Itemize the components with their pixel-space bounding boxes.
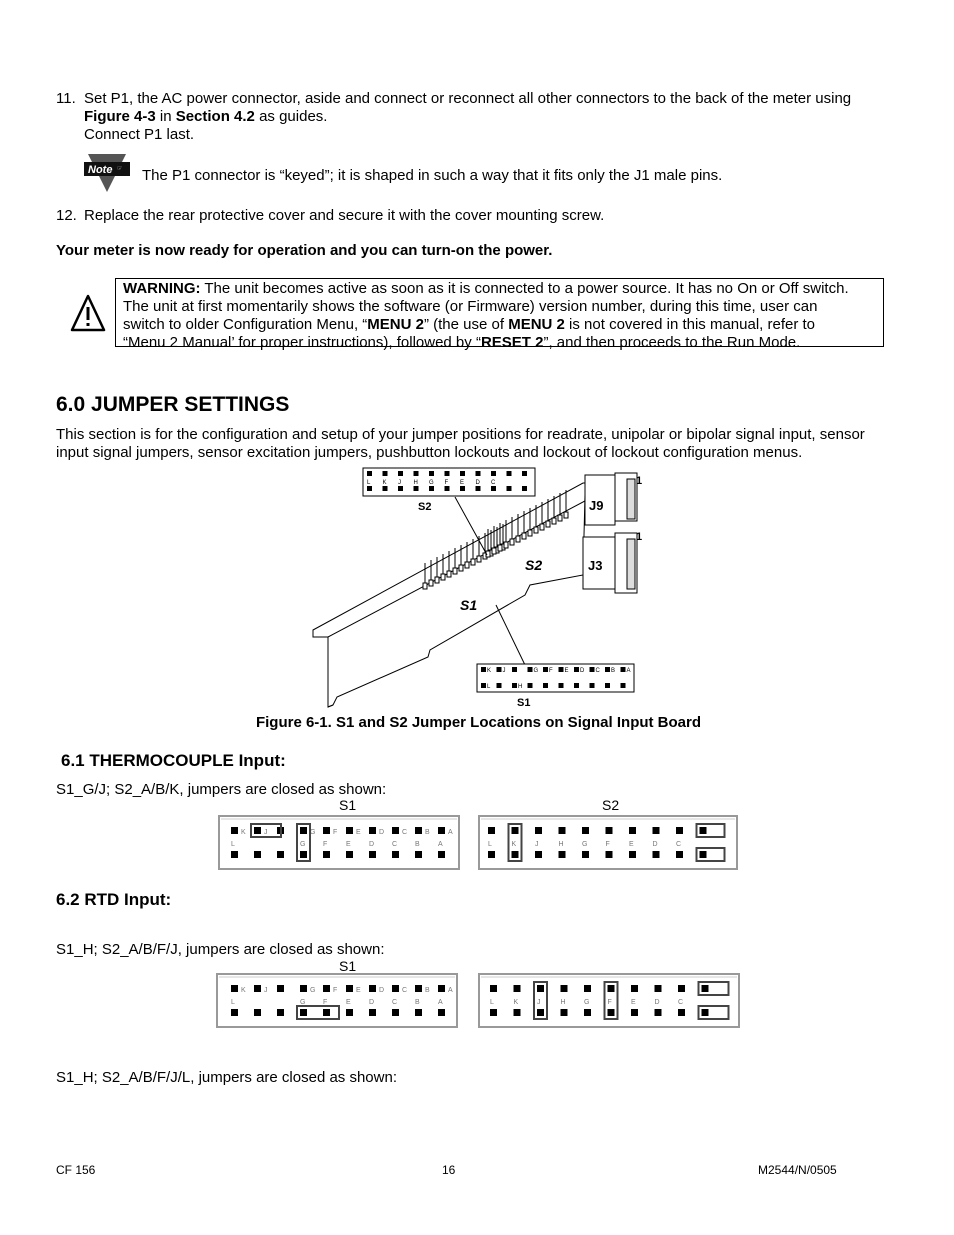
board-pin-base [528, 530, 532, 536]
jumper-pin [653, 827, 660, 834]
jumper-pin [561, 1009, 568, 1016]
jumper-letter: F [607, 999, 612, 1006]
s2-fig-pin [491, 486, 496, 491]
jumper-pin [323, 1009, 330, 1016]
jumper-letter: C [392, 999, 398, 1006]
board-pin-base [498, 545, 502, 551]
jumper-pin [702, 1009, 709, 1016]
s2-fig-pin [429, 471, 434, 476]
jumper-letter: H [560, 999, 566, 1006]
s2-fig-pin [414, 471, 419, 476]
jumper-letter: G [300, 999, 306, 1006]
s1-fig-pin [590, 683, 595, 688]
s2-fig-pin [507, 471, 512, 476]
j9-connector [585, 473, 637, 525]
s1-fig-letter: K [487, 668, 492, 674]
board-pin-base [423, 583, 427, 589]
jumper-pin [678, 1009, 685, 1016]
jumper-pin [277, 1009, 284, 1016]
jumper-pin [323, 827, 330, 834]
jumper-pin [369, 851, 376, 858]
s2-fig-letter: G [429, 480, 434, 486]
step-12-number: 12. [56, 207, 77, 224]
jumper-letter: A [448, 829, 453, 836]
board-pin-base [459, 565, 463, 571]
section-intro [56, 426, 916, 462]
section-title: 6.0 JUMPER SETTINGS [56, 393, 290, 416]
rtd-s2-diagram [478, 973, 740, 1034]
s2-fig-letter: J [398, 480, 401, 486]
warning-label: WARNING: [123, 280, 201, 297]
jumper-letter: J [264, 829, 268, 836]
jumper-pin [231, 985, 238, 992]
jumper-pin [514, 985, 521, 992]
signal-board-figure [300, 465, 660, 720]
jumper-pin [231, 1009, 238, 1016]
warning-line1 [123, 280, 883, 298]
section-ref: Section 4.2 [175, 108, 255, 125]
s1-leader-line [496, 605, 525, 665]
board-pin-base [558, 515, 562, 521]
jumper-pin [254, 985, 261, 992]
board-pin-base [447, 571, 451, 577]
s1-fig-pin [528, 683, 533, 688]
warning-line3 [123, 316, 883, 334]
jumper-pin [512, 851, 519, 858]
footer-page-number: 16 [442, 1163, 456, 1177]
j3-label: J3 [588, 558, 603, 573]
jumper-pin [512, 827, 519, 834]
s1-header-diagram [477, 664, 634, 709]
s2-fig-letter: F [444, 480, 449, 486]
step-11-line2 [84, 108, 914, 126]
warning-l1: The unit becomes active as soon as it is connected to a power source. It has no On or Off switch. [200, 280, 849, 297]
jumper-letter: J [264, 987, 268, 994]
jumper-letter: D [379, 829, 385, 836]
tc-s1-label: S1 [339, 797, 357, 813]
s2-fig-pin [507, 486, 512, 491]
jumper-pin [254, 1009, 261, 1016]
jumper-pin [629, 827, 636, 834]
s1-fig-pin [574, 667, 579, 672]
j3-pin1-label: 1 [636, 531, 643, 543]
jumper-pin [582, 827, 589, 834]
note-text: The P1 connector is “keyed”; it is shaped in such a way that it fits only the J1 male pins. [142, 167, 723, 184]
warning-l4a: “Menu 2 Manual’ for proper instructions), followed by “ [123, 334, 481, 351]
s2-fig-letter: D [475, 480, 480, 486]
s1-fig-pin [559, 667, 564, 672]
jumper-letter: D [652, 841, 658, 848]
jumper-letter: L [231, 999, 235, 1006]
board-pin-base [564, 512, 568, 518]
jumper-letter: C [402, 987, 408, 994]
footer-left: CF 156 [56, 1163, 96, 1177]
jumper-pin [415, 1009, 422, 1016]
footer-right: M2544/N/0505 [758, 1163, 837, 1177]
rtd-desc: S1_H; S2_A/B/F/J, jumpers are closed as shown: [56, 941, 385, 958]
warning-l3b: ” (the use of [423, 316, 509, 333]
rtd-s1-diagram [216, 973, 458, 1034]
jumper-letter: E [356, 829, 361, 836]
jumper-pin [535, 827, 542, 834]
jumper-letter: K [241, 987, 246, 994]
jumper-letter: A [438, 841, 443, 848]
jumper-pin [438, 851, 445, 858]
jumper-letter: E [356, 987, 361, 994]
board-pin-base [534, 527, 538, 533]
jumper-pin [254, 851, 261, 858]
jumper-pin [655, 985, 662, 992]
j3-connector [583, 533, 637, 593]
jumper-pin [254, 827, 261, 834]
in-text: in [155, 108, 176, 125]
jumper-pin [369, 985, 376, 992]
s2-fig-letter-a: A [522, 472, 527, 478]
jumper-letter: L [488, 841, 492, 848]
s1-fig-letter-l: L [487, 684, 491, 690]
tc-s2-diagram [478, 815, 738, 876]
s1-fig-letter: J [502, 668, 506, 674]
jumper-pin [438, 827, 445, 834]
jumper-letter: K [241, 829, 246, 836]
jumper-pin [415, 827, 422, 834]
jumper-pin [415, 851, 422, 858]
jumper-letter: C [402, 829, 408, 836]
jumper-pin [277, 985, 284, 992]
s2-fig-pin [460, 471, 465, 476]
s1-fig-pin [497, 667, 502, 672]
s1-fig-pin [605, 683, 610, 688]
intro-line2: input signal jumpers, sensor excitation jumpers, pushbutton lockouts and lockout of lockout configuration menus. [56, 444, 803, 461]
jumper-pin [631, 985, 638, 992]
jumper-letter: A [448, 987, 453, 994]
s2-figure-label: S2 [418, 501, 432, 513]
s1-fig-letter: B [611, 668, 616, 674]
figure-caption: Figure 6-1. S1 and S2 Jumper Locations on Signal Input Board [255, 714, 702, 731]
s1-fig-pin [512, 667, 517, 672]
step-11-text [84, 90, 914, 144]
figure-ref: Figure 4-3 [84, 108, 156, 125]
jumper-letter: C [678, 999, 684, 1006]
reset2: RESET 2 [480, 334, 544, 351]
step-12-text: Replace the rear protective cover and secure it with the cover mounting screw. [84, 207, 605, 224]
s2-fig-letter: C [491, 480, 496, 486]
jumper-pin [488, 827, 495, 834]
jumper-pin [700, 827, 707, 834]
s1-fig-pin [621, 667, 626, 672]
jumper-letter: D [654, 999, 660, 1006]
board-pin-base [504, 542, 508, 548]
jumper-pin [392, 985, 399, 992]
s1-fig-pin [590, 667, 595, 672]
step-11-number: 11. [56, 90, 76, 107]
jumper-pin [514, 1009, 521, 1016]
jumper-letter: F [323, 999, 328, 1006]
jumper-pin [346, 851, 353, 858]
jumper-letter: F [323, 841, 328, 848]
note-icon [84, 154, 130, 197]
jumper-pin [490, 1009, 497, 1016]
warning-l3c: is not covered in this manual, refer to [564, 316, 816, 333]
step-11-line3: Connect P1 last. [84, 126, 195, 143]
jumper-letter: L [231, 841, 235, 848]
jumper-letter: G [310, 829, 316, 836]
ready-notice: Your meter is now ready for operation and you can turn-on the power. [56, 242, 553, 259]
board-pin-base [465, 562, 469, 568]
jumper-letter: K [511, 841, 517, 848]
board-pin-base [477, 556, 481, 562]
jumper-letter: H [558, 841, 564, 848]
jumper-pin [438, 985, 445, 992]
jumper-pin [323, 851, 330, 858]
jumper-letter: G [310, 987, 316, 994]
jumper-pin [631, 1009, 638, 1016]
s1-fig-pin [481, 667, 486, 672]
jumper-pin [438, 1009, 445, 1016]
jumper-letter: C [392, 841, 398, 848]
jumper-pin [346, 827, 353, 834]
jumper-letter: B [425, 829, 430, 836]
jumper-pin [582, 851, 589, 858]
board-pin-base [516, 536, 520, 542]
s1-fig-pin [528, 667, 533, 672]
jumper-pin [702, 985, 709, 992]
jumper-pin [606, 851, 613, 858]
step-11-line1: Set P1, the AC power connector, aside and connect or reconnect all other connectors to the back of the meter using [84, 90, 852, 107]
s1-fig-pin [481, 683, 486, 688]
jumper-pin [415, 985, 422, 992]
board-s1-label: S1 [460, 597, 478, 613]
jumper-letter: E [629, 841, 634, 848]
rtd-desc2: S1_H; S2_A/B/F/J/L, jumpers are closed as shown: [56, 1069, 397, 1086]
jumper-letter: G [584, 999, 590, 1006]
jumper-letter: D [379, 987, 385, 994]
s1-fig-letter: A [626, 668, 631, 674]
board-pin-base [510, 539, 514, 545]
tc-s2-label: S2 [602, 797, 620, 813]
jumper-letter: D [369, 841, 375, 848]
board-pin-base [471, 559, 475, 565]
jumper-pin [608, 1009, 615, 1016]
rtd-title: 6.2 RTD Input: [56, 890, 172, 909]
jumper-pin [300, 1009, 307, 1016]
jumper-letter: G [300, 841, 306, 848]
s2-fig-pin [445, 471, 450, 476]
jumper-letter: B [415, 999, 420, 1006]
s2-fig-pin [367, 486, 372, 491]
jumper-pin [676, 827, 683, 834]
jumper-letter: F [333, 829, 338, 836]
s1-fig-pin [497, 683, 502, 688]
s2-fig-pin [383, 471, 388, 476]
board-pin-base [435, 577, 439, 583]
warning-line4 [123, 334, 883, 352]
jumper-pin [559, 827, 566, 834]
board-pin-base [492, 548, 496, 554]
jumper-pin [490, 985, 497, 992]
jumper-pin [300, 827, 307, 834]
menu2-b: MENU 2 [508, 316, 565, 333]
jumper-pin [392, 1009, 399, 1016]
jumper-pin [608, 985, 615, 992]
j9-label: J9 [589, 498, 604, 513]
jumper-pin [653, 851, 660, 858]
s2-fig-letter: L [367, 480, 371, 486]
jumper-pin [392, 827, 399, 834]
board-pin-base [429, 580, 433, 586]
jumper-letter: F [333, 987, 338, 994]
intro-line1: This section is for the configuration and setup of your jumper positions for readrate, unipolar or bipolar signal input, sensor [56, 426, 865, 443]
tc-desc: S1_G/J; S2_A/B/K, jumpers are closed as shown: [56, 781, 387, 798]
jumper-letter: B [415, 841, 420, 848]
s2-fig-pin [398, 486, 403, 491]
jumper-letter: K [513, 999, 519, 1006]
jumper-pin [535, 851, 542, 858]
menu2-a: MENU 2 [367, 316, 424, 333]
jumper-pin [300, 985, 307, 992]
jumper-pin [700, 851, 707, 858]
tc-title: 6.1 THERMOCOUPLE Input: [61, 751, 286, 770]
s1-fig-pin [574, 683, 579, 688]
jumper-pin [231, 827, 238, 834]
s2-fig-pin [383, 486, 388, 491]
warning-icon [70, 294, 106, 337]
jumper-letter: J [537, 999, 541, 1006]
jumper-letter: D [369, 999, 375, 1006]
jumper-pin [488, 851, 495, 858]
s1-fig-pin [605, 667, 610, 672]
jumper-pin [629, 851, 636, 858]
s2-fig-pin [414, 486, 419, 491]
jumper-letter: C [676, 841, 682, 848]
s1-fig-pin [543, 683, 548, 688]
s2-fig-letter: H [413, 480, 418, 486]
board-pin-base [453, 568, 457, 574]
s1-fig-letter: D [580, 668, 585, 674]
s2-fig-pin [429, 486, 434, 491]
s2-fig-pin [491, 471, 496, 476]
jumper-letter: E [346, 841, 351, 848]
board-pin-base [546, 521, 550, 527]
s2-fig-pin [522, 486, 527, 491]
s2-fig-pin [445, 486, 450, 491]
as-guides-text: as guides. [254, 108, 328, 125]
jumper-pin [392, 851, 399, 858]
board-pin-base [441, 574, 445, 580]
s1-figure-label: S1 [517, 697, 531, 709]
jumper-pin [346, 985, 353, 992]
s2-fig-letter: K [382, 480, 387, 486]
jumper-pin [584, 985, 591, 992]
s1-fig-letter: E [564, 668, 569, 674]
s2-header-diagram [363, 468, 535, 513]
s1-fig-letter: G [533, 668, 539, 674]
jumper-letter: L [490, 999, 494, 1006]
board-svg [300, 465, 660, 715]
s2-fig-letter: E [460, 480, 465, 486]
jumper-pin [678, 985, 685, 992]
s2-fig-pin [460, 486, 465, 491]
jumper-pin [537, 985, 544, 992]
jumper-letter: G [582, 841, 588, 848]
s1-fig-pin [512, 683, 517, 688]
s2-fig-pin [476, 471, 481, 476]
s1-fig-letter: F [549, 668, 553, 674]
jumper-pin [323, 985, 330, 992]
jumper-pin [537, 1009, 544, 1016]
jumper-pin [231, 851, 238, 858]
warning-line2: The unit at first momentarily shows the software (or Firmware) version number, during this time, user can [123, 298, 818, 315]
jumper-pin [346, 1009, 353, 1016]
warning-l3a: switch to older Configuration Menu, “ [123, 316, 368, 333]
jumper-letter: B [425, 987, 430, 994]
board-pin-base [552, 518, 556, 524]
s2-fig-pin [476, 486, 481, 491]
s1-fig-pin [543, 667, 548, 672]
jumper-pin [655, 1009, 662, 1016]
jumper-letter: E [346, 999, 351, 1006]
s1-fig-letter: C [595, 668, 600, 674]
s1-fig-letter-h: H [518, 684, 523, 690]
jumper-pin [606, 827, 613, 834]
jumper-letter: E [631, 999, 636, 1006]
jumper-pin [676, 851, 683, 858]
s1-fig-pin [621, 683, 626, 688]
s1-fig-pin [559, 683, 564, 688]
jumper-pin [584, 1009, 591, 1016]
jumper-pin [559, 851, 566, 858]
jumper-letter: F [605, 841, 610, 848]
jumper-letter: J [535, 841, 539, 848]
jumper-pin [369, 827, 376, 834]
s2-fig-pin [398, 471, 403, 476]
board-pin-base [540, 524, 544, 530]
jumper-letter: A [438, 999, 443, 1006]
board-pin-base [522, 533, 526, 539]
s2-fig-pin [367, 471, 372, 476]
tc-s1-diagram [218, 815, 460, 876]
jumper-pin [277, 851, 284, 858]
svg-text:☞: ☞ [117, 166, 123, 172]
jumper-pin [561, 985, 568, 992]
j9-pin1-label: 1 [636, 475, 643, 487]
warning-box [115, 278, 884, 351]
rtd-s1-label: S1 [339, 958, 357, 974]
note-icon-label: Note [88, 164, 113, 176]
board-s2-label: S2 [525, 557, 543, 573]
jumper-pin [300, 851, 307, 858]
warning-l4b: ”, and then proceeds to the Run Mode. [543, 334, 801, 351]
jumper-pin [369, 1009, 376, 1016]
